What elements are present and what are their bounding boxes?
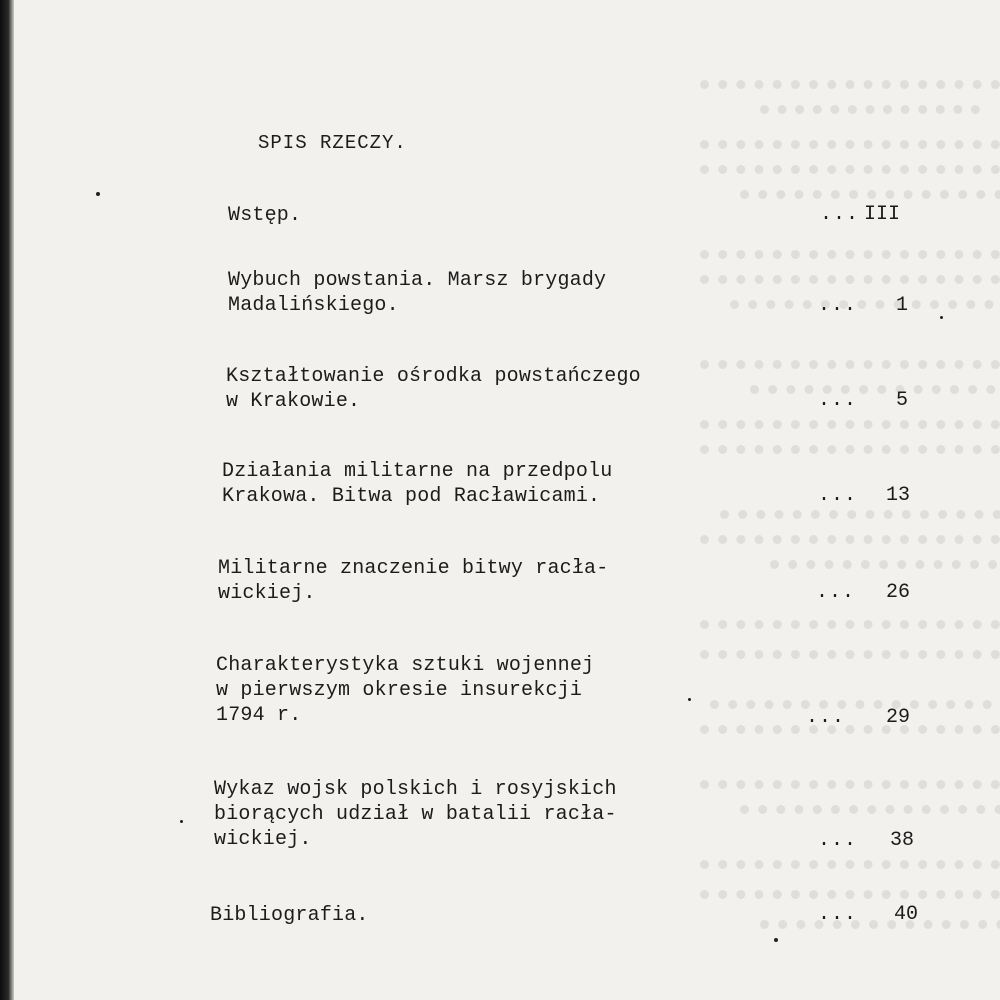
paper-speck [96,192,100,196]
toc-entry-title: Wykaz wojsk polskich i rosyjskich biorących udział w batalii racła- wickiej. [214,778,617,851]
toc-page-number: 40 [894,903,919,926]
toc-entry-title: Charakterystyka sztuki wojennej w pierwszym okresie insurekcji 1794 r. [216,654,595,727]
paper-speck [940,316,943,319]
toc-leader-dots: ... [806,706,846,729]
toc-page-number: 5 [896,389,909,412]
toc-page-number: 29 [886,706,911,729]
toc-entry-title: Wybuch powstania. Marsz brygady Madalińskiego. [228,269,607,317]
toc-page-number: 13 [886,484,911,507]
toc-leader-dots: ... [818,389,858,412]
toc-entry-title: Wstęp. [228,204,302,227]
toc-leader-dots: ... [818,829,858,852]
toc-leader-dots: ... [820,203,860,226]
toc-page-number: 26 [886,581,911,604]
toc-page-number: III [864,203,901,226]
paper-speck [180,820,183,823]
paper-speck [774,938,778,942]
page-title: SPIS RZECZY. [258,132,407,154]
toc-page-number: 38 [890,829,915,852]
toc-entry-title: Działania militarne na przedpolu Krakowa. Bitwa pod Racławicami. [222,460,613,508]
bleed-through-text [700,60,1000,1000]
toc-page-number: 1 [896,294,909,317]
toc-entry-title: Militarne znaczenie bitwy racła- wickiej. [218,557,609,605]
toc-leader-dots: ... [818,903,858,926]
toc-entry-title: Bibliografia. [210,904,369,927]
toc-leader-dots: ... [818,484,858,507]
paper-speck [688,698,691,701]
toc-entry-title: Kształtowanie ośrodka powstańczego w Krakowie. [226,365,641,413]
toc-leader-dots: ... [818,294,858,317]
toc-leader-dots: ... [816,581,856,604]
page-edge-shadow [0,0,14,1000]
